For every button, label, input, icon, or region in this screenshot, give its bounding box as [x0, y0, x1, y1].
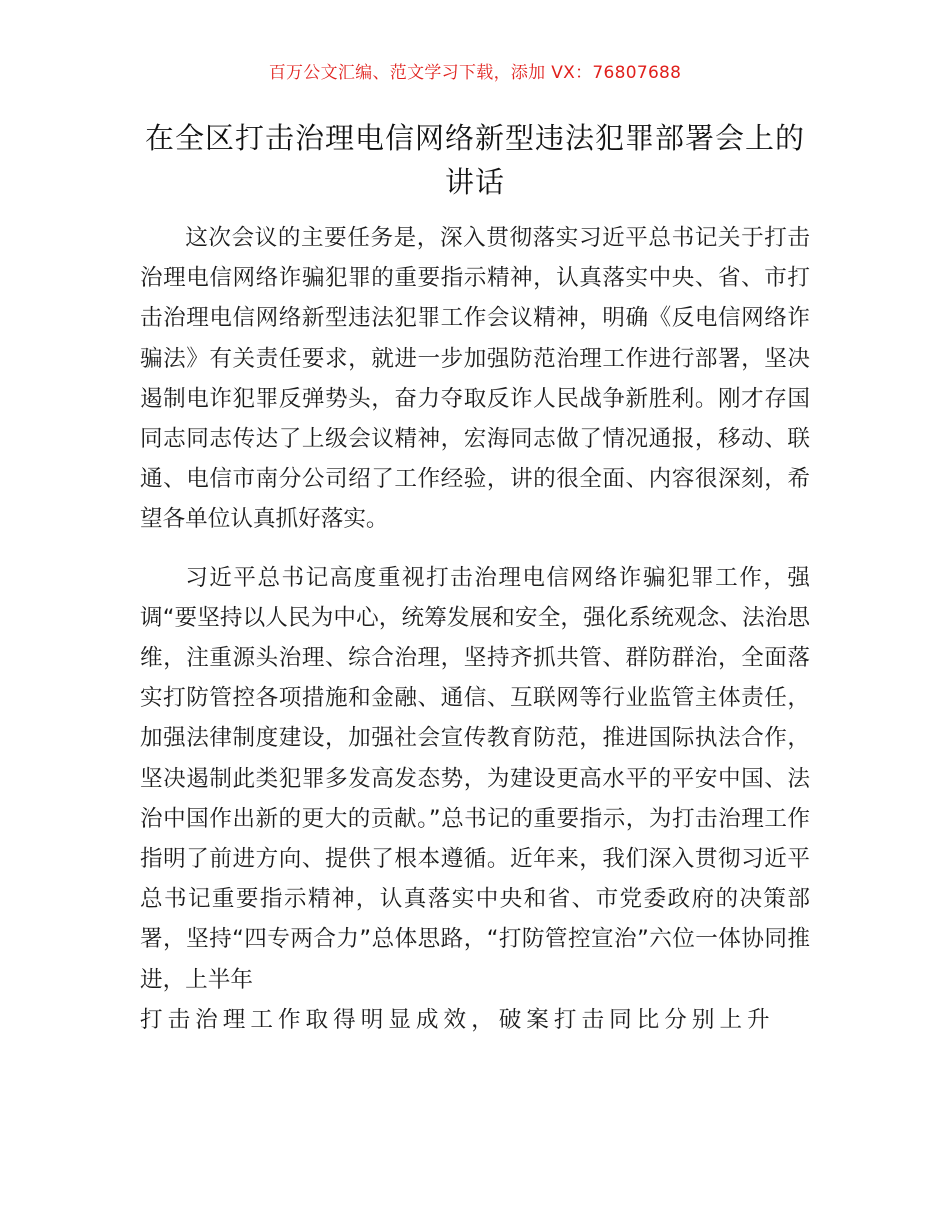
- paragraph-1: 这次会议的主要任务是，深入贯彻落实习近平总书记关于打击治理电信网络诈骗犯罪的重要指示精神，认真落实中央、省、市打击治理电信网络新型违法犯罪工作会议精神，明确《反电信网络诈骗法》有关责任要求，就进一步加强防范治理工作进行部署，坚决遏制电诈犯罪反弹势头，奋力夺取反诈人民战争新胜利。刚才存国同志同志传达了上级会议精神，宏海同志做了情况通报，移动、联通、电信市南分公司绍了工作经验，讲的很全面、内容很深刻，希望各单位认真抓好落实。: [140, 225, 810, 533]
- header-promo-note: 百万公文汇编、范文学习下载，添加 VX：76807688: [268, 63, 682, 83]
- document-body: [140, 218, 810, 1058]
- paragraph-2: 习近平总书记高度重视打击治理电信网络诈骗犯罪工作，强调“要坚持以人民为中心，统筹发展和安全，强化系统观念、法治思维，注重源头治理、综合治理，坚持齐抓共管、群防群治，全面落实打防管控各项措施和金融、通信、互联网等行业监管主体责任，加强法律制度建设，加强社会宣传教育防范，推进国际执法合作，坚决遏制此类犯罪多发高发态势，为建设更高水平的平安中国、法治中国作出新的更大的贡献。”总书记的重要指示，为打击治理工作指明了前进方向、提供了根本遵循。近年来，我们深入贯彻习近平总书记重要指示精神，认真落实中央和省、市党委政府的决策部署，坚持“四专两合力”总体思路，“打防管控宣治”六位一体协同推进，上半年: [140, 564, 810, 993]
- paragraph-2-last-line: 打击治理工作取得明显成效，破案打击同比分别上升: [140, 1006, 775, 1033]
- document-title: 在全区打击治理电信网络新型违法犯罪部署会上的讲话: [144, 121, 805, 199]
